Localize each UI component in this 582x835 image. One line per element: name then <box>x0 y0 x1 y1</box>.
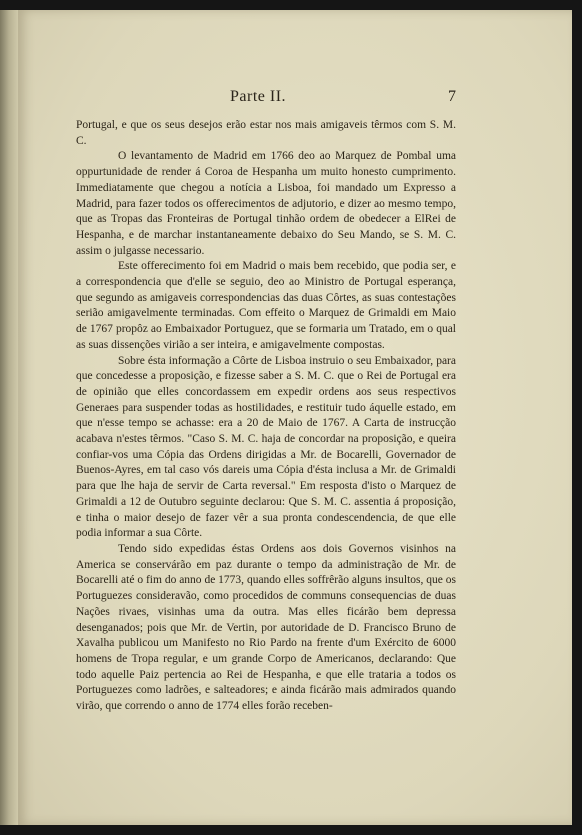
paragraph: O levantamento de Madrid em 1766 deo ao Marquez de Pombal uma oppurtunidade de render á Coroa de Hespanha um muito honesto cumprimento. Immediatamente que chegou a notícia a Lisboa, foi mandado um Expresso a Madrid, para fazer todos os offerecimentos de adjutorio, e dizer ao mesmo tempo, que as Tropas das Fronteiras de Portugal tinhão ordem de obedecer a ElRei de Hespanha, e de marchar instantaneamente debaixo do Seu Mando, se S. M. C. assim o julgasse necessario. <box>76 150 456 257</box>
page-number: 7 <box>448 88 456 105</box>
paragraph: Sobre ésta informação a Côrte de Lisboa instruio o seu Embaixador, para que concedesse a proposição, e fizesse saber a S. M. C. que o Rei de Portugal era de opinião que elles concordassem em expedir ordens aos seus respectivos Generaes para suspender todas as hostilidades, e restituir tudo áquelle estado, em que n'esse tempo se achasse: era a 20 de Maio de 1767. A Carta de instrucção acabava n'estes têrmos. "Caso S. M. C. haja de concordar na proposição, e queira confiar-vos uma Cópia das Ordens dirigidas a Mr. de Bocarelli, Governador de Buenos-Ayres, em tal caso vós dareis uma Cópia d'ésta inclusa a Mr. de Grimaldi para que lhe haja de servir de Carta reversal." Em resposta d'isto o Marquez de Grimaldi a 12 de Outubro seguinte declarou: Que S. M. C. assentia á proposição, e tinha o maior desejo de fazer vêr a sua pronta condescendencia, de que elle podia informar a sua Côrte. <box>76 354 456 540</box>
book-page <box>18 10 572 825</box>
running-header <box>18 88 572 108</box>
page-title: Parte II. <box>230 88 287 105</box>
paragraph: Este offerecimento foi em Madrid o mais bem recebido, que podia ser, e a correspondencia que d'elle se seguio, deo ao Ministro de Portugal esperança, que segundo as amigaveis correspondencias das duas Côrtes, as suas contestações serião amigavelmente terminadas. Com effeito o Marquez de Grimaldi em Maio de 1767 propôz ao Embaixador Portuguez, que se formaria um Tratado, em o qual as suas dissenções virião a ser inteira, e amigavelmente compostas. <box>76 260 456 351</box>
paragraph: Tendo sido expedidas éstas Ordens aos dois Governos visinhos na America se conservárão em paz durante o tempo da administração de Mr. de Bocarelli até o fim do anno de 1773, quando elles soffrêrão alguns insultos, que os Portuguezes consideravão, como procedidos de communs consequencias de duas Nações rivaes, visinhas uma da outra. Mas elles ficárão bem depressa desenganados; pois que Mr. de Vertin, por autoridade de D. Francisco Bruno de Xavalha publicou um Manifesto no Rio Pardo na frente d'um Exército de 6000 homens de Tropa regular, e um grande Corpo de Americanos, declarando: Que todo aquelle Paiz pertencia ao Rei de Hespanha, e que elle trataria a todos os Portuguezes como ladrões, e salteadores; e ainda ficárão mais admirados quando virão, que correndo o anno de 1774 elles forão receben- <box>76 542 456 713</box>
paragraph: Portugal, e que os seus desejos erão estar nos mais amigaveis têrmos com S. M. C. <box>76 119 456 147</box>
body-text <box>76 118 456 715</box>
book-spine <box>0 10 20 825</box>
